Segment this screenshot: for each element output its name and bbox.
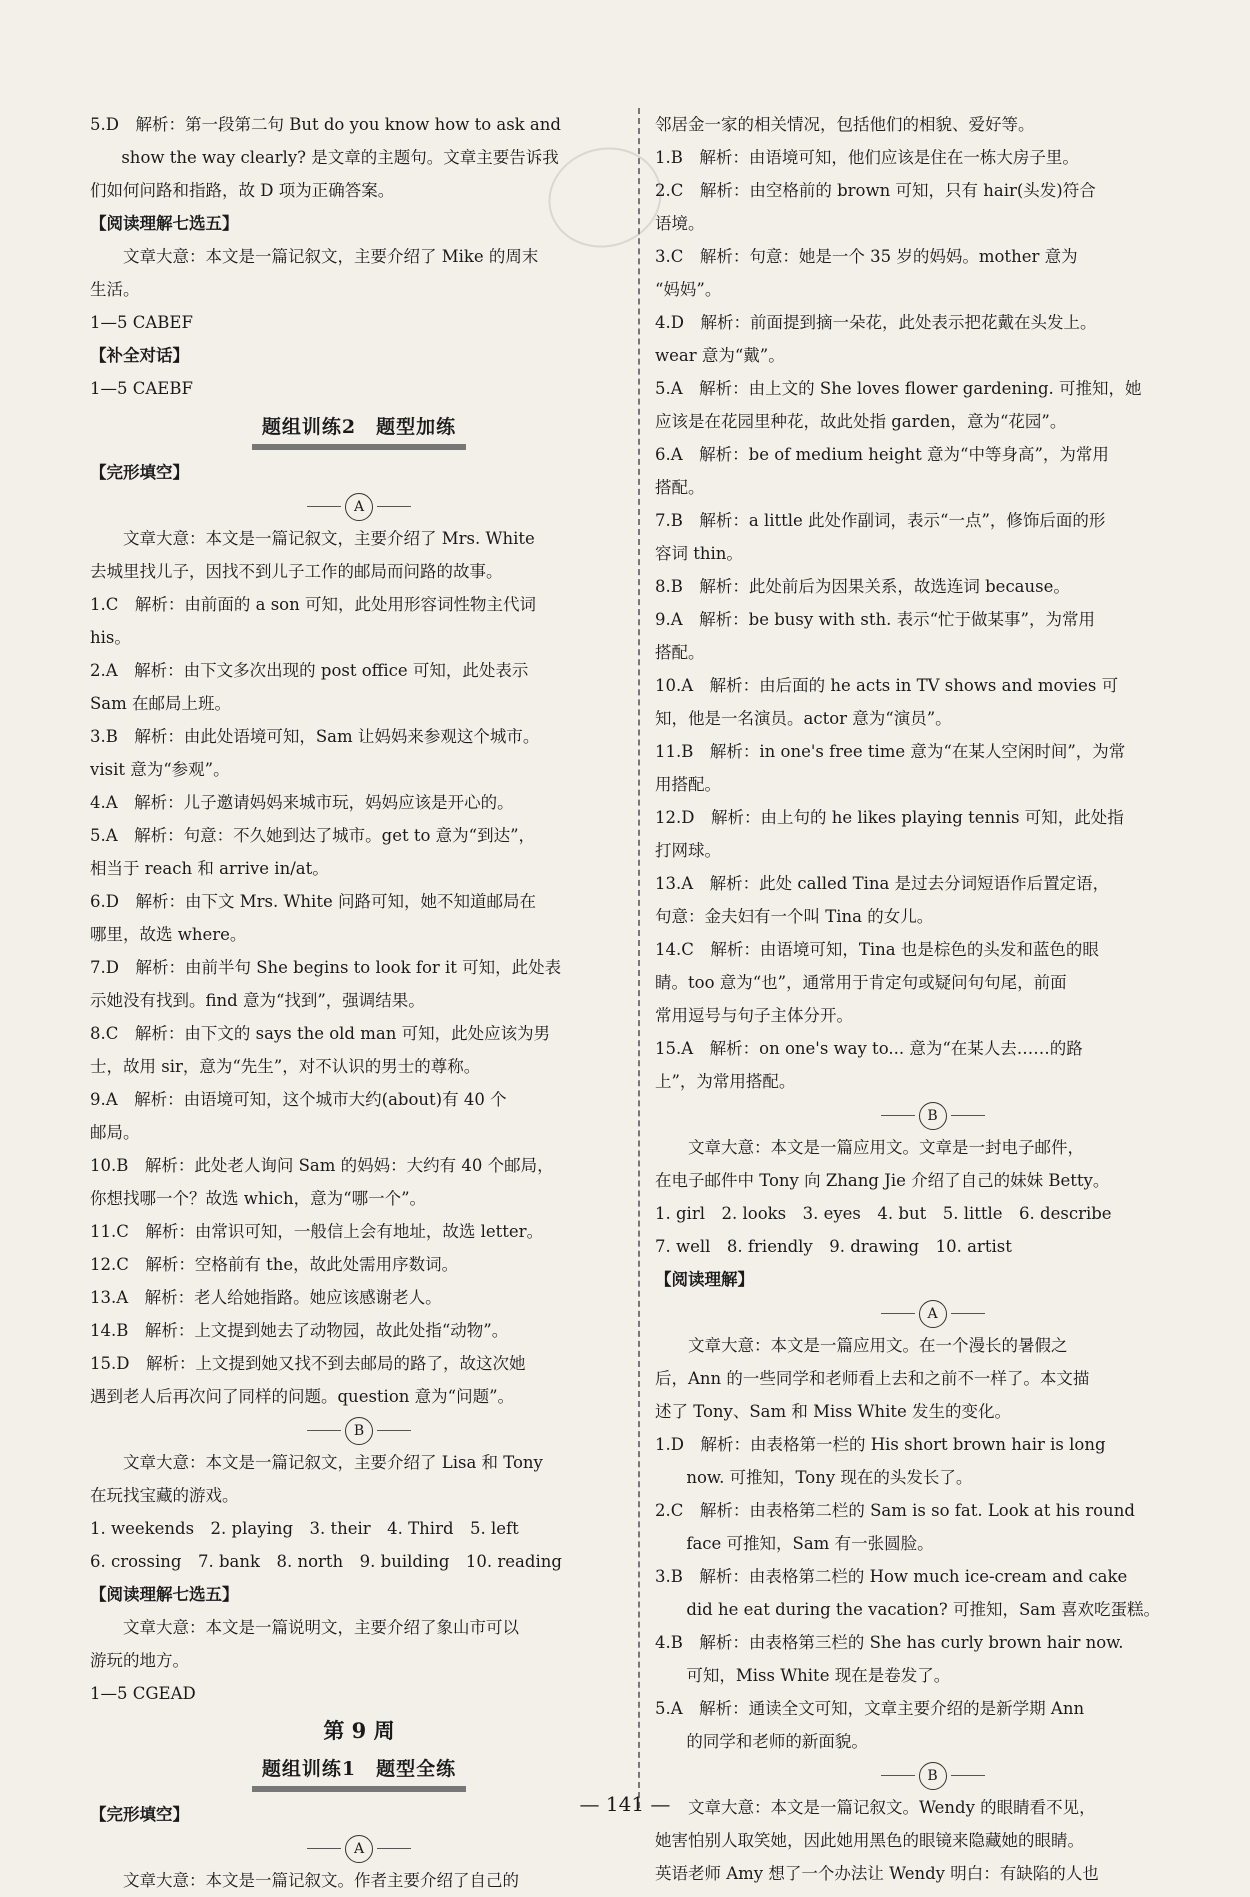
answer-line: 2.C 解析：由空格前的 brown 可知，只有 hair(头发)符合 <box>655 181 1096 200</box>
marker-rule-right <box>951 1775 985 1776</box>
answer-line: 3.B 解析：由此处语境可知，Sam 让妈妈来参观这个城市。 <box>90 727 540 746</box>
answer-line: 12.C 解析：空格前有 the，故此处需用序数词。 <box>90 1255 459 1274</box>
answer-line: 英语老师 Amy 想了一个办法让 Wendy 明白：有缺陷的人也 <box>655 1864 1099 1883</box>
marker-rule-left <box>307 506 341 507</box>
answer-line: 6.A 解析：be of medium height 意为“中等身高”，为常用 <box>655 445 1109 464</box>
right-column <box>655 108 1210 1890</box>
marker-rule-right <box>377 506 411 507</box>
passage-marker-letter: B <box>345 1417 373 1445</box>
answer-line: 8.C 解析：由下文的 says the old man 可知，此处应该为男 <box>90 1024 551 1043</box>
answer-line: 士，故用 sir，意为“先生”，对不认识的男士的尊称。 <box>90 1057 481 1076</box>
answer-line: 3.B 解析：由表格第二栏的 How much ice-cream and cake <box>655 1567 1128 1586</box>
marker-rule-left <box>881 1775 915 1776</box>
answer-line: 示她没有找到。find 意为“找到”，强调结果。 <box>90 991 425 1010</box>
passage-summary-line: 文章大意：本文是一篇记叙文。作者主要介绍了自己的 <box>123 1871 519 1890</box>
passage-marker <box>655 1758 1210 1791</box>
answer-line: 13.A 解析：此处 called Tina 是过去分词短语作后置定语， <box>655 874 1110 893</box>
answer-line: 搭配。 <box>655 643 705 662</box>
answer-line: 在电子邮件中 Tony 向 Zhang Jie 介绍了自己的妹妹 Betty。 <box>655 1171 1110 1190</box>
answer-line: 10.B 解析：此处老人询问 Sam 的妈妈：大约有 40 个邮局， <box>90 1156 554 1175</box>
answer-line: 的同学和老师的新面貌。 <box>686 1732 868 1751</box>
answer-line: 1—5 CGEAD <box>90 1684 196 1703</box>
answer-line: face 可推知，Sam 有一张圆脸。 <box>686 1534 934 1553</box>
answer-line: 9.A 解析：由语境可知，这个城市大约(about)有 40 个 <box>90 1090 507 1109</box>
answer-line: 哪里，故选 where。 <box>90 925 247 944</box>
section-heading: 【阅读理解】 <box>655 1270 754 1289</box>
answer-line: 1.D 解析：由表格第一栏的 His short brown hair is long <box>655 1435 1106 1454</box>
answer-line: 1. weekends 2. playing 3. their 4. Third 5. left <box>90 1519 519 1538</box>
answer-line: 常用逗号与句子主体分开。 <box>655 1006 853 1025</box>
answer-line: 容词 thin。 <box>655 544 743 563</box>
section-banner-text: 题组训练1 题型全练 <box>252 1753 466 1792</box>
marker-rule-right <box>377 1430 411 1431</box>
marker-rule-right <box>951 1313 985 1314</box>
marker-rule-right <box>951 1115 985 1116</box>
marker-rule-left <box>307 1430 341 1431</box>
answer-line: 5.A 解析：由上文的 She loves flower gardening. 可推知，她 <box>655 379 1142 398</box>
section-heading: 【完形填空】 <box>90 1805 189 1824</box>
answer-line: 应该是在花园里种花，故此处指 garden，意为“花园”。 <box>655 412 1067 431</box>
passage-marker <box>655 1098 1210 1131</box>
answer-line: 7. well 8. friendly 9. drawing 10. artist <box>655 1237 1012 1256</box>
passage-marker-letter: A <box>345 493 373 521</box>
answer-line: 去城里找儿子，因找不到儿子工作的邮局而问路的故事。 <box>90 562 503 581</box>
answer-line: 3.C 解析：句意：她是一个 35 岁的妈妈。mother 意为 <box>655 247 1078 266</box>
answer-line: 相当于 reach 和 arrive in/at。 <box>90 859 329 878</box>
passage-summary-line: 文章大意：本文是一篇记叙文，主要介绍了 Mrs. White <box>123 529 535 548</box>
answer-line: 11.B 解析：in one's free time 意为“在某人空闲时间”，为常 <box>655 742 1126 761</box>
answer-line: 14.C 解析：由语境可知，Tina 也是棕色的头发和蓝色的眼 <box>655 940 1099 959</box>
answer-line: show the way clearly? 是文章的主题句。文章主要告诉我 <box>121 148 559 167</box>
answer-line: 7.D 解析：由前半句 She begins to look for it 可知，此处表 <box>90 958 562 977</box>
answer-line: 11.C 解析：由常识可知，一般信上会有地址，故选 letter。 <box>90 1222 544 1241</box>
answer-line: now. 可推知，Tony 现在的头发长了。 <box>686 1468 973 1487</box>
passage-summary-line: 文章大意：本文是一篇记叙文，主要介绍了 Lisa 和 Tony <box>123 1453 543 1472</box>
answer-line: 15.D 解析：上文提到她又找不到去邮局的路了，故这次她 <box>90 1354 526 1373</box>
answer-line: Sam 在邮局上班。 <box>90 694 232 713</box>
answer-line: 12.D 解析：由上句的 he likes playing tennis 可知，此处指 <box>655 808 1124 827</box>
answer-line: 邻居金一家的相关情况，包括他们的相貌、爱好等。 <box>655 115 1035 134</box>
answer-line: did he eat during the vacation? 可推知，Sam 喜欢吃蛋糕。 <box>686 1600 1160 1619</box>
answer-line: 语境。 <box>655 214 705 233</box>
passage-marker-letter: A <box>345 1835 373 1863</box>
answer-line: 8.B 解析：此处前后为因果关系，故选连词 because。 <box>655 577 1070 596</box>
answer-line: his。 <box>90 628 131 647</box>
answer-line: 13.A 解析：老人给她指路。她应该感谢老人。 <box>90 1288 442 1307</box>
answer-line: 4.B 解析：由表格第三栏的 She has curly brown hair now. <box>655 1633 1124 1652</box>
answer-line: 4.D 解析：前面提到摘一朵花，此处表示把花戴在头发上。 <box>655 313 1097 332</box>
answer-line: 14.B 解析：上文提到她去了动物园，故此处指“动物”。 <box>90 1321 509 1340</box>
section-heading: 【阅读理解七选五】 <box>90 214 239 233</box>
answer-line: 5.A 解析：通读全文可知，文章主要介绍的是新学期 Ann <box>655 1699 1085 1718</box>
answer-line: 9.A 解析：be busy with sth. 表示“忙于做某事”，为常用 <box>655 610 1095 629</box>
answer-line: 遇到老人后再次问了同样的问题。question 意为“问题”。 <box>90 1387 515 1406</box>
answer-line: 句意：金夫妇有一个叫 Tina 的女儿。 <box>655 907 934 926</box>
answer-line: 2.A 解析：由下文多次出现的 post office 可知，此处表示 <box>90 661 529 680</box>
answer-line: 1—5 CABEF <box>90 313 193 332</box>
left-column <box>90 108 628 1897</box>
answer-line: 知，他是一名演员。actor 意为“演员”。 <box>655 709 952 728</box>
answer-line: 5.A 解析：句意：不久她到达了城市。get to 意为“到达”， <box>90 826 536 845</box>
answer-line: 2.C 解析：由表格第二栏的 Sam is so fat. Look at his round <box>655 1501 1135 1520</box>
section-banner-text: 题组训练2 题型加练 <box>252 411 466 450</box>
answer-line: 上”，为常用搭配。 <box>655 1072 796 1091</box>
answer-line: 6. crossing 7. bank 8. north 9. building 10. reading <box>90 1552 562 1571</box>
passage-marker <box>90 1831 628 1864</box>
answer-line: 可知，Miss White 现在是卷发了。 <box>686 1666 951 1685</box>
section-heading: 【补全对话】 <box>90 346 189 365</box>
passage-marker-letter: A <box>919 1300 947 1328</box>
passage-marker-letter: B <box>919 1102 947 1130</box>
passage-summary-line: 文章大意：本文是一篇说明文，主要介绍了象山市可以 <box>123 1618 519 1637</box>
week-heading: 第 9 周 <box>323 1718 395 1743</box>
passage-marker <box>90 489 628 522</box>
marker-rule-left <box>307 1848 341 1849</box>
answer-line: “妈妈”。 <box>655 280 722 299</box>
marker-rule-right <box>377 1848 411 1849</box>
section-banner <box>90 1753 628 1792</box>
passage-marker-letter: B <box>919 1762 947 1790</box>
answer-line: 1—5 CAEBF <box>90 379 193 398</box>
answer-line: 打网球。 <box>655 841 721 860</box>
answer-line: 5.D 解析：第一段第二句 But do you know how to ask and <box>90 115 561 134</box>
answer-line: 10.A 解析：由后面的 he acts in TV shows and movies 可 <box>655 676 1119 695</box>
section-banner <box>90 411 628 450</box>
page-number: — 141 — <box>579 1792 671 1816</box>
answer-line: 后，Ann 的一些同学和老师看上去和之前不一样了。本文描 <box>655 1369 1090 1388</box>
answer-line: 邮局。 <box>90 1123 140 1142</box>
passage-summary-line: 文章大意：本文是一篇记叙文，主要介绍了 Mike 的周末 <box>123 247 539 266</box>
passage-summary-line: 文章大意：本文是一篇应用文。文章是一封电子邮件， <box>688 1138 1084 1157</box>
answer-line: 1. girl 2. looks 3. eyes 4. but 5. little 6. describe <box>655 1204 1112 1223</box>
answer-line: 1.B 解析：由语境可知，他们应该是住在一栋大房子里。 <box>655 148 1079 167</box>
section-heading: 【阅读理解七选五】 <box>90 1585 239 1604</box>
answer-line: 6.D 解析：由下文 Mrs. White 问路可知，她不知道邮局在 <box>90 892 536 911</box>
answer-line: wear 意为“戴”。 <box>655 346 785 365</box>
passage-summary-line: 文章大意：本文是一篇应用文。在一个漫长的暑假之 <box>688 1336 1068 1355</box>
answer-line: 用搭配。 <box>655 775 721 794</box>
answer-line: 7.B 解析：a little 此处作副词，表示“一点”，修饰后面的形 <box>655 511 1106 530</box>
answer-line: visit 意为“参观”。 <box>90 760 230 779</box>
answer-line: 们如何问路和指路，故 D 项为正确答案。 <box>90 181 395 200</box>
answer-line: 在玩找宝藏的游戏。 <box>90 1486 239 1505</box>
answer-line: 搭配。 <box>655 478 705 497</box>
answer-line: 睛。too 意为“也”，通常用于肯定句或疑问句句尾，前面 <box>655 973 1067 992</box>
passage-marker <box>90 1413 628 1446</box>
column-divider <box>638 108 640 1808</box>
passage-marker <box>655 1296 1210 1329</box>
answer-line: 述了 Tony、Sam 和 Miss White 发生的变化。 <box>655 1402 1011 1421</box>
answer-line: 4.A 解析：儿子邀请妈妈来城市玩，妈妈应该是开心的。 <box>90 793 514 812</box>
answer-line: 游玩的地方。 <box>90 1651 189 1670</box>
answer-line: 15.A 解析：on one's way to... 意为“在某人去……的路 <box>655 1039 1083 1058</box>
answer-line: 她害怕别人取笑她，因此她用黑色的眼镜来隐藏她的眼睛。 <box>655 1831 1084 1850</box>
marker-rule-left <box>881 1115 915 1116</box>
section-heading: 【完形填空】 <box>90 463 189 482</box>
passage-summary-line: 文章大意：本文是一篇记叙文。Wendy 的眼睛看不见， <box>688 1798 1096 1817</box>
marker-rule-left <box>881 1313 915 1314</box>
answer-line: 生活。 <box>90 280 140 299</box>
answer-line: 1.C 解析：由前面的 a son 可知，此处用形容词性物主代词 <box>90 595 536 614</box>
answer-line: 你想找哪一个？故选 which，意为“哪一个”。 <box>90 1189 427 1208</box>
